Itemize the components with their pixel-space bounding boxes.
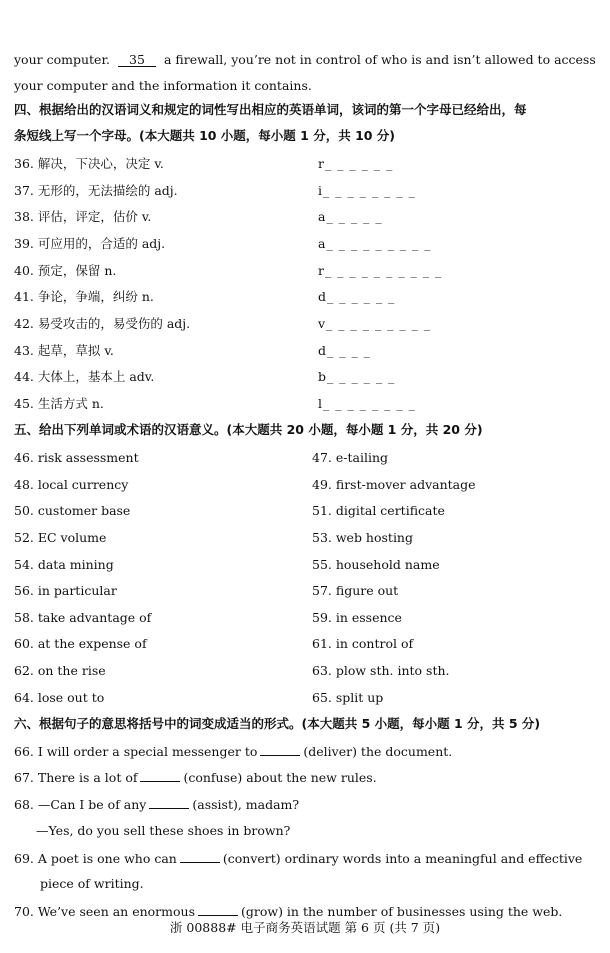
vocab-en: r_ _ _ _ _ _: [318, 156, 394, 171]
term-left: 48. local currency: [14, 477, 129, 492]
vocab-en: a_ _ _ _ _ _ _ _ _: [318, 236, 432, 251]
vocab-cn: 36. 解决，下决心，决定 v.: [14, 156, 164, 171]
section6-title: 六、根据句子的意思将括号中的词变成适当的形式。(本大题共 5 小题，每小题 1 分，共 5 分): [14, 716, 541, 731]
vocab-cn: 38. 评估，评定，估价 v.: [14, 209, 152, 224]
q68-text: 68. —Can I be of any: [14, 797, 147, 812]
section4-title-line1: 四、根据给出的汉语词义和规定的词性写出相应的英语单词，该词的第一个字母已经给出，每: [14, 102, 527, 117]
term-row: [0, 663, 610, 681]
answer-blank: [149, 796, 189, 809]
q68-hint: (assist), madam?: [192, 797, 300, 812]
term-row: [0, 690, 610, 708]
term-left: 60. at the expense of: [14, 636, 147, 651]
q66-text: 66. I will order a special messenger to: [14, 744, 258, 759]
term-left: 64. lose out to: [14, 690, 105, 705]
term-row: [0, 583, 610, 601]
vocab-cn: 42. 易受攻击的，易受伤的 adj.: [14, 316, 191, 331]
vocab-item: [0, 236, 610, 254]
term-left: 50. customer base: [14, 503, 131, 518]
q69-text: 69. A poet is one who can: [14, 851, 177, 866]
term-right: 55. household name: [312, 557, 440, 572]
question-70: [14, 903, 562, 920]
q69-hint: (convert) ordinary words into a meaningful and effective: [222, 851, 583, 866]
intro-text-before: your computer.: [14, 52, 111, 67]
vocab-en: d_ _ _ _ _ _: [318, 289, 396, 304]
q67-text: 67. There is a lot of: [14, 770, 138, 785]
intro-line-1: [14, 52, 596, 68]
term-row: [0, 503, 610, 521]
term-right: 59. in essence: [312, 610, 402, 625]
question-68-reply: —Yes, do you sell these shoes in brown?: [36, 823, 291, 838]
answer-blank: [260, 743, 300, 756]
vocab-en: i_ _ _ _ _ _ _ _: [318, 183, 416, 198]
section5-title: 五、给出下列单词或术语的汉语意义。(本大题共 20 小题，每小题 1 分，共 20 分): [14, 422, 483, 437]
term-row: [0, 610, 610, 628]
vocab-item: [0, 289, 610, 307]
section4-title-line2: 条短线上写一个字母。(本大题共 10 小题，每小题 1 分，共 10 分): [14, 128, 396, 143]
vocab-cn: 40. 预定，保留 n.: [14, 263, 117, 278]
intro-line-2: your computer and the information it contains.: [14, 78, 312, 93]
vocab-item: [0, 156, 610, 174]
vocab-cn: 44. 大体上，基本上 adv.: [14, 369, 155, 384]
vocab-en: d_ _ _ _: [318, 343, 371, 358]
vocab-en: a_ _ _ _ _: [318, 209, 383, 224]
vocab-item: [0, 396, 610, 414]
term-right: 47. e-tailing: [312, 450, 388, 465]
question-69: [14, 850, 582, 867]
term-left: 52. EC volume: [14, 530, 107, 545]
question-68: [14, 796, 299, 813]
term-right: 61. in control of: [312, 636, 414, 651]
intro-text-after: a firewall, you’re not in control of who is and isn’t allowed to access: [163, 52, 596, 67]
term-left: 54. data mining: [14, 557, 114, 572]
term-left: 46. risk assessment: [14, 450, 139, 465]
term-right: 63. plow sth. into sth.: [312, 663, 450, 678]
vocab-item: [0, 183, 610, 201]
term-row: [0, 477, 610, 495]
q70-text: 70. We’ve seen an enormous: [14, 904, 195, 919]
q67-hint: (confuse) about the new rules.: [183, 770, 377, 785]
term-right: 49. first-mover advantage: [312, 477, 476, 492]
vocab-item: [0, 316, 610, 334]
term-row: [0, 636, 610, 654]
vocab-cn: 39. 可应用的，合适的 adj.: [14, 236, 166, 251]
term-left: 58. take advantage of: [14, 610, 152, 625]
term-row: [0, 530, 610, 548]
question-67: [14, 769, 377, 786]
term-right: 65. split up: [312, 690, 384, 705]
answer-blank: [140, 769, 180, 782]
vocab-en: v_ _ _ _ _ _ _ _ _: [318, 316, 432, 331]
term-right: 57. figure out: [312, 583, 399, 598]
answer-blank: [180, 850, 220, 863]
term-row: [0, 557, 610, 575]
vocab-cn: 37. 无形的，无法描绘的 adj.: [14, 183, 178, 198]
q66-hint: (deliver) the document.: [303, 744, 453, 759]
q70-hint: (grow) in the number of businesses using the web.: [241, 904, 563, 919]
vocab-cn: 43. 起草，草拟 v.: [14, 343, 114, 358]
vocab-en: b_ _ _ _ _ _: [318, 369, 396, 384]
vocab-en: l_ _ _ _ _ _ _ _: [318, 396, 416, 411]
question-66: [14, 743, 452, 760]
term-row: [0, 450, 610, 468]
vocab-cn: 41. 争论，争端，纠纷 n.: [14, 289, 154, 304]
term-left: 62. on the rise: [14, 663, 106, 678]
blank-35: 35: [118, 53, 156, 67]
vocab-cn: 45. 生活方式 n.: [14, 396, 104, 411]
page-footer: 浙 00888# 电子商务英语试题 第 6 页 (共 7 页): [169, 920, 441, 935]
vocab-item: [0, 209, 610, 227]
vocab-item: [0, 343, 610, 361]
answer-blank: [198, 903, 238, 916]
term-right: 53. web hosting: [312, 530, 413, 545]
question-69-cont: piece of writing.: [40, 876, 144, 891]
vocab-en: r_ _ _ _ _ _ _ _ _ _: [318, 263, 443, 278]
term-right: 51. digital certificate: [312, 503, 445, 518]
vocab-item: [0, 263, 610, 281]
term-left: 56. in particular: [14, 583, 117, 598]
vocab-item: [0, 369, 610, 387]
